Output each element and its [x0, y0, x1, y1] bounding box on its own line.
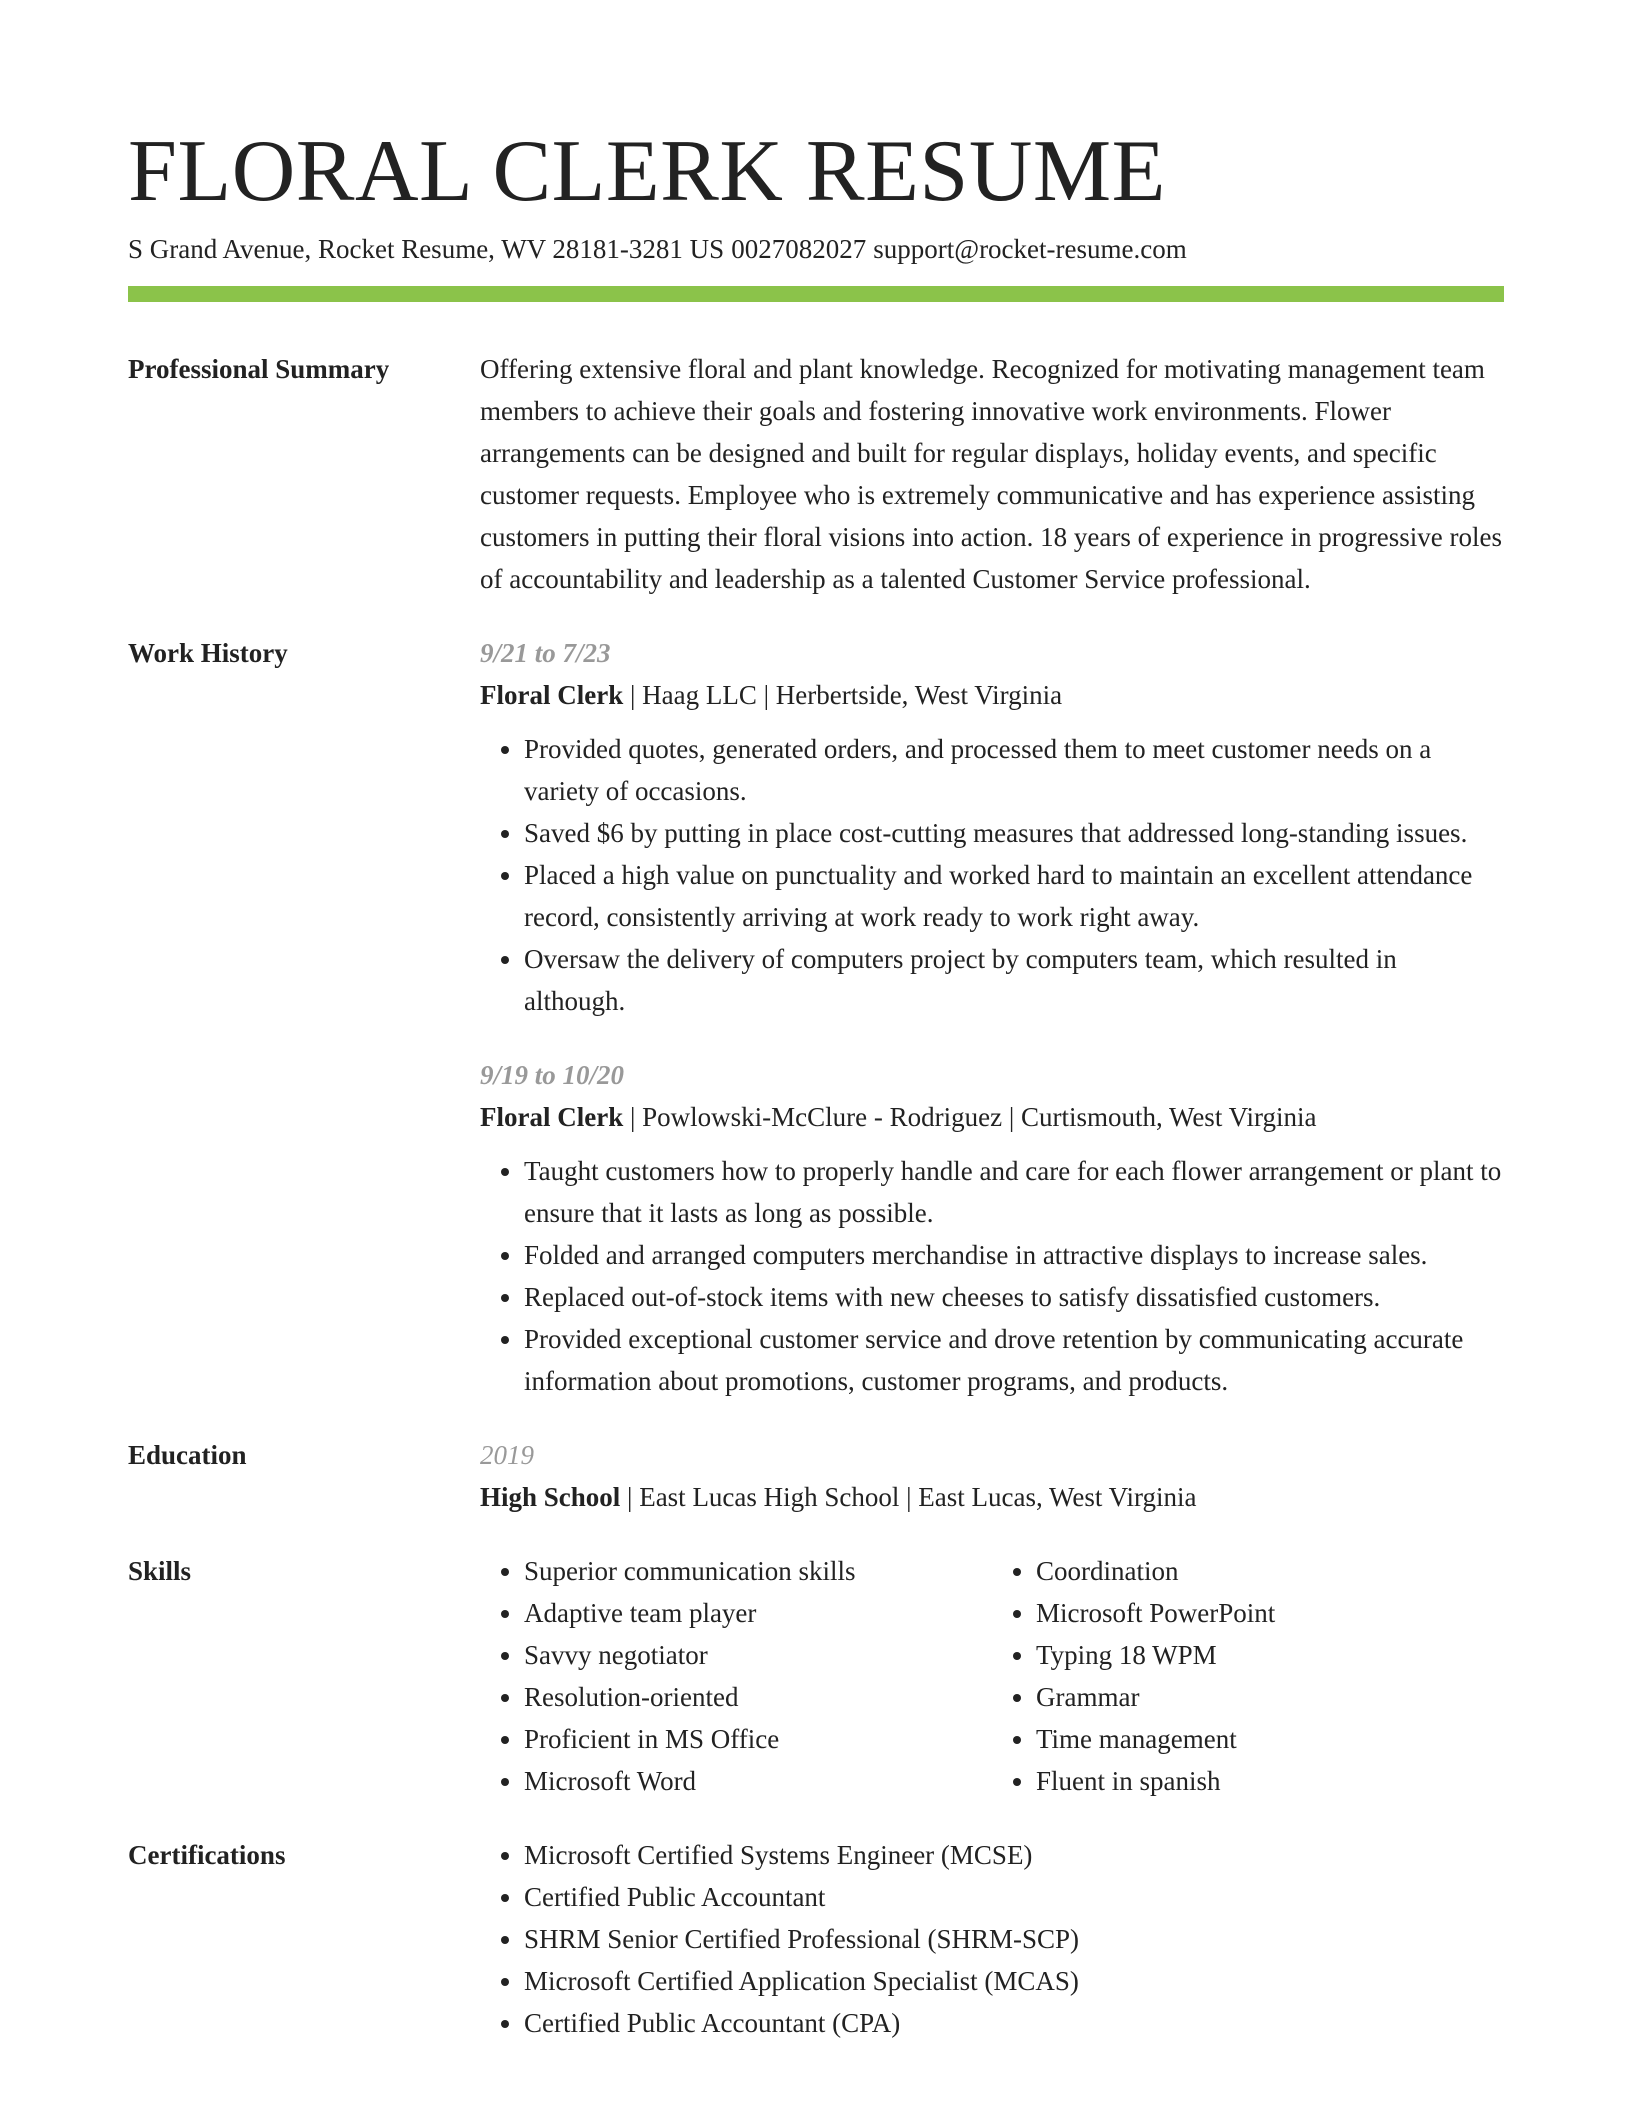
summary-text: Offering extensive floral and plant knowledge. Recognized for motivating management team members to achieve their goals and fostering innovative work environments. Flower arrangements can be designed and built for regular displays, holiday events, and specific customer requests. Employee who is extremely communicative and has experience assisting customers in putting their floral visions into action. 18 years of experience in progressive roles of accountability and leadership as a talented Customer Service professional. — [480, 354, 1502, 594]
job-details: | Powlowski-McClure - Rodriguez | Curtismouth, West Virginia — [623, 1102, 1317, 1132]
certification-item: • Microsoft Certified Systems Engineer (MCSE) — [524, 1834, 1504, 1876]
certifications-section — [128, 1834, 1504, 2044]
job-heading — [480, 674, 1504, 716]
job-bullet: • Saved $6 by putting in place cost-cutting measures that addressed long-standing issues. — [524, 812, 1504, 854]
resume-title: FLORAL CLERK RESUME — [128, 123, 1166, 220]
education-heading — [480, 1476, 1504, 1518]
job-bullet: • Taught customers how to properly handle and care for each flower arrangement or plant to ensure that it lasts as long as possible. — [524, 1150, 1504, 1234]
certification-item: • Certified Public Accountant (CPA) — [524, 2002, 1504, 2044]
skill-item: • Proficient in MS Office — [524, 1718, 992, 1760]
job-dates: 9/19 to 10/20 — [480, 1060, 625, 1090]
skill-item: • Superior communication skills — [524, 1550, 992, 1592]
work-history-section — [128, 632, 1504, 1402]
skill-item: • Savvy negotiator — [524, 1634, 992, 1676]
job-bullet: • Provided quotes, generated orders, and processed them to meet customer needs on a variety of occasions. — [524, 728, 1504, 812]
skills-list-left — [480, 1550, 992, 1802]
job-bullet: • Placed a high value on punctuality and worked hard to maintain an excellent attendance record, consistently arriving at work ready to work right away. — [524, 854, 1504, 938]
education-details: | East Lucas High School | East Lucas, West Virginia — [620, 1482, 1197, 1512]
job-entry — [480, 632, 1504, 1022]
contact-email: support@rocket-resume.com — [873, 234, 1187, 264]
job-details: | Haag LLC | Herbertside, West Virginia — [623, 680, 1063, 710]
education-section — [128, 1434, 1504, 1518]
skills-section — [128, 1550, 1504, 1802]
summary-section — [128, 348, 1504, 600]
job-entry — [480, 1054, 1504, 1402]
contact-address: S Grand Avenue, Rocket Resume, WV 28181-3281 US — [128, 234, 725, 264]
job-bullets — [480, 1150, 1504, 1402]
job-title: Floral Clerk — [480, 680, 624, 710]
skill-item: • Grammar — [1036, 1676, 1504, 1718]
job-bullets — [480, 728, 1504, 1022]
skill-item: • Typing 18 WPM — [1036, 1634, 1504, 1676]
education-year: 2019 — [480, 1440, 534, 1470]
job-bullet: • Replaced out-of-stock items with new cheeses to satisfy dissatisfied customers. — [524, 1276, 1504, 1318]
summary-label: Professional Summary — [128, 354, 390, 384]
certifications-list — [480, 1834, 1504, 2044]
certifications-label: Certifications — [128, 1840, 286, 1870]
job-dates: 9/21 to 7/23 — [480, 638, 611, 668]
job-bullet: • Oversaw the delivery of computers project by computers team, which resulted in although. — [524, 938, 1504, 1022]
skill-item: • Microsoft Word — [524, 1760, 992, 1802]
header-accent-rule — [128, 286, 1504, 302]
certification-item: • SHRM Senior Certified Professional (SHRM-SCP) — [524, 1918, 1504, 1960]
contact-line — [128, 230, 1194, 268]
skills-label: Skills — [128, 1556, 192, 1586]
job-heading — [480, 1096, 1504, 1138]
work-history-label: Work History — [128, 638, 288, 668]
skill-item: • Adaptive team player — [524, 1592, 992, 1634]
skill-item: • Time management — [1036, 1718, 1504, 1760]
resume-content — [128, 348, 1504, 2076]
education-label: Education — [128, 1440, 247, 1470]
skill-item: • Fluent in spanish — [1036, 1760, 1504, 1802]
job-title: Floral Clerk — [480, 1102, 624, 1132]
education-degree: High School — [480, 1482, 621, 1512]
skill-item: • Coordination — [1036, 1550, 1504, 1592]
certification-item: • Certified Public Accountant — [524, 1876, 1504, 1918]
job-bullet: • Provided exceptional customer service and drove retention by communicating accurate information about promotions, customer programs, and products. — [524, 1318, 1504, 1402]
skills-list-right — [992, 1550, 1504, 1802]
contact-phone: 0027082027 — [731, 234, 867, 264]
skill-item: • Resolution-oriented — [524, 1676, 992, 1718]
skill-item: • Microsoft PowerPoint — [1036, 1592, 1504, 1634]
job-bullet: • Folded and arranged computers merchandise in attractive displays to increase sales. — [524, 1234, 1504, 1276]
certification-item: • Microsoft Certified Application Specialist (MCAS) — [524, 1960, 1504, 2002]
